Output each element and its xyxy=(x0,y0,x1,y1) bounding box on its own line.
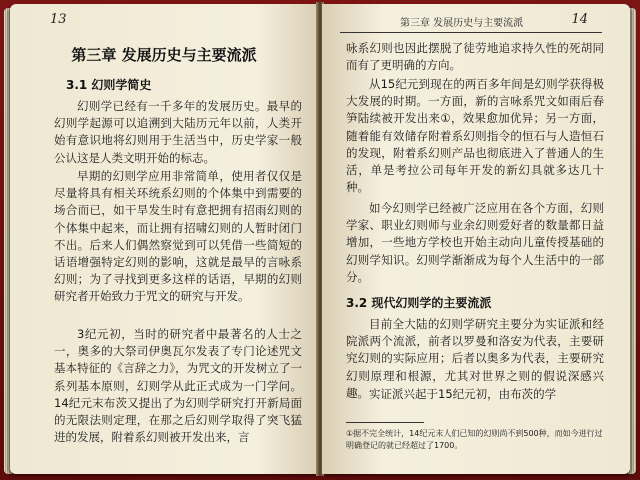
paragraph: 如今幻则学已经被广泛应用在各个方面，幻则学家、职业幻则师与业余幻则爱好者的数量都日益增加，一些地方学校也开始主动向儿童传授基础的幻则学知识。幻则学渐渐成为每个人生活中的一部分。 xyxy=(346,201,604,284)
chapter-title: 第三章 发展历史与主要流派 xyxy=(71,46,257,64)
paragraph: 从15纪元到现在的两百多年间是幻则学获得极大发展的时期。一方面，新的言咏系咒文如雨后春笋陆续被开发出来①，效果愈加优异；另一方面，随着能有效储存附着系幻则指令的恒石与人造恒石的发现，附着系幻则产品也彻底进入了普通人的生活，单是考拉公司每年开发的新幻具就多达几十种。 xyxy=(346,77,604,195)
paragraph: 幻则学已经有一千多年的发展历史。最早的幻则学起源可以追溯到大陆历元年以前，人类开始有意识地将幻则用于生活当中，历史学家一般公认这是人类文明开始的标志。 xyxy=(54,99,302,165)
section-heading-3-2: 3.2 现代幻则学的主要流派 xyxy=(346,296,492,310)
paragraph: 咏系幻则也因此摆脱了徒劳地追求持久性的死胡同而有了更明确的方向。 xyxy=(346,41,604,73)
left-page[interactable] xyxy=(10,4,318,474)
footnote-rule xyxy=(346,422,424,423)
paragraph: 3纪元初，当时的研究者中最著名的人士之一，奥多的大祭司伊奥瓦尔发表了专门论述咒文基本特征的《言辞之力》，为咒文的开发树立了一系列基本原则，幻则学从此正式成为一门学问。14纪元末布茨又提出了为幻则学研究打开新局面的无限法则定理，在那之后幻则学取得了突飞猛进的发展，附着系幻则被开发出来，言 xyxy=(54,327,302,445)
paragraph: 实证派兴起于15纪元初，由布茨的学 xyxy=(369,387,557,401)
right-page[interactable] xyxy=(322,4,630,474)
left-page-number: 13 xyxy=(50,12,67,27)
footnote: ①据不完全统计，14纪元末人们已知的幻则尚不到500种，而如今进行过明确登记的就已经超过了1700。 xyxy=(346,429,603,450)
paragraph: 目前全大陆的幻则学研究主要分为实证派和经院派两个流派，前者以罗曼和洛安为代表，主要研究幻则的实际应用；后者以奥多为代表，主要研究幻则原理和根源，尤其对世界之则的假说深感兴趣。 xyxy=(346,317,604,400)
section-heading-3-1: 3.1 幻则学简史 xyxy=(66,78,152,92)
paragraph: 早期的幻则学应用非常简单，使用者仅仅是尽量将具有相关环统系幻则的个体集中到需要的场合而已，如干旱发生时有意把拥有招雨幻则的个体集中起来，而让拥有招啸幻则的人暂时闭门不出。后来人们偶然察觉到可以凭借一些简短的话语增强特定幻则的影响，这就是最早的言咏系幻则；为了寻找到更多这样的话语，早期的幻则研究者开始致力于咒文的研究与开发。 xyxy=(54,169,302,304)
running-head: 第三章 发展历史与主要流派 xyxy=(400,18,524,29)
header-rule xyxy=(340,32,602,33)
right-page-number: 14 xyxy=(571,12,588,27)
